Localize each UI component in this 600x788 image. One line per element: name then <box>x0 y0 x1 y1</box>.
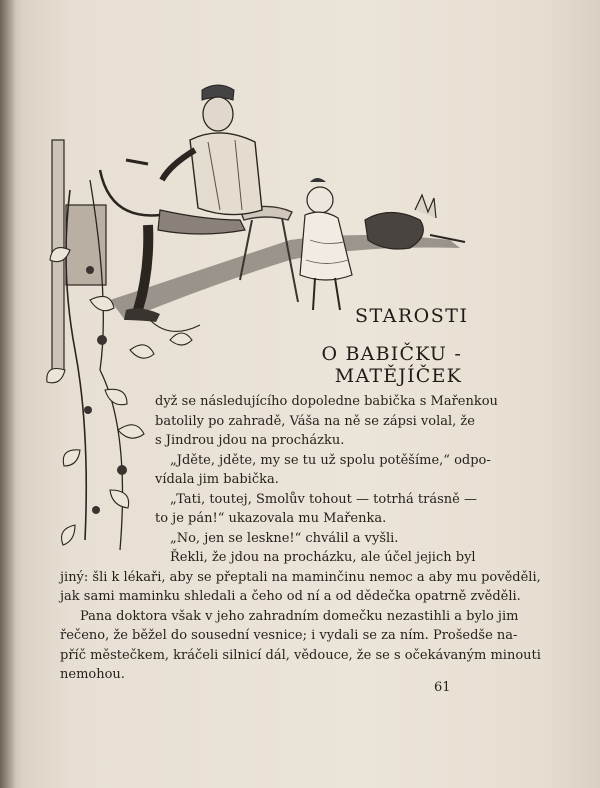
chapter-body <box>60 392 541 685</box>
text-line: Řekli, že jdou na procházku, ale účel jejich byl <box>170 550 476 565</box>
text-line: s Jindrou jdou na procházku. <box>155 433 345 448</box>
text-line: to je pán!“ ukazovala mu Mařenka. <box>155 511 387 526</box>
text-line: „No, jen se leskne!“ chválil a vyšli. <box>170 530 399 546</box>
text-line: nemohou. <box>60 667 125 682</box>
text-line: dyž se následujícího dopoledne babička s Mařenkou <box>155 394 498 409</box>
text-line: batolily po zahradě, Váša na ně se zápsi volal, že <box>155 413 475 429</box>
text-line: „Jděte, jděte, my se tu už spolu potěšíme,“ odpo- <box>170 452 491 468</box>
text-line: „Tati, toutej, Smolův tohout — totrhá trásně — <box>170 491 477 507</box>
text-line: příč městečkem, kráčeli silnicí dál, vědouce, že se s očekávaným minouti <box>60 647 541 663</box>
text-line: Pana doktora však v jeho zahradním domečku nezastihli a bylo jim <box>80 608 519 624</box>
text-line: jiný: šli k lékaři, aby se přeptali na maminčinu nemoc a aby mu pověděli, <box>60 569 541 585</box>
text-line: řečeno, že běžel do sousední vesnice; i vydali se za ním. Prošedše na- <box>60 628 518 643</box>
text-line: jak sami maminku shledali a čeho od ní a od dědečka opatrně zvěděli. <box>60 589 521 604</box>
chapter-title-line-1: STAROSTI <box>355 305 469 327</box>
chapter-title-line-2: O BABIČKU - MATĚJÍČEK <box>321 343 462 387</box>
text-line: vídala jim babička. <box>155 472 279 487</box>
book-gutter <box>0 0 16 788</box>
page-number: 61 <box>434 680 451 695</box>
